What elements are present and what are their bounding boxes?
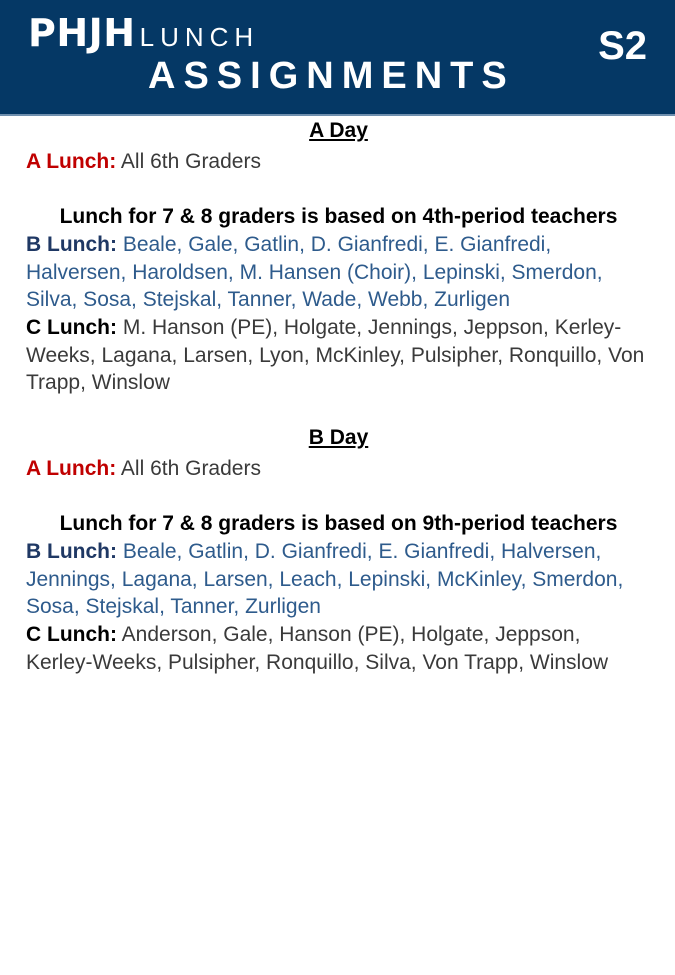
c-lunch-names-value: Anderson, Gale, Hanson (PE), Holgate, Jeppson, Kerley-Weeks, Pulsipher, Ronquillo, Silva, Von Trapp, Winslow <box>26 623 609 674</box>
spacer <box>26 176 651 204</box>
lunch-rule-heading-a-day: Lunch for 7 & 8 graders is based on 4th-period teachers <box>59 204 618 228</box>
section-spacer <box>26 397 651 423</box>
b-lunch-label: B Lunch: <box>26 540 117 563</box>
header-lunch-word: LUNCH <box>139 22 260 52</box>
b-lunch-label: B Lunch: <box>26 232 117 256</box>
lunch-assignments-content <box>0 118 675 677</box>
header-banner <box>0 0 675 116</box>
lunch-rule-heading-b-day: Lunch for 7 & 8 graders is based on 9th-period teachers <box>59 512 618 536</box>
c-lunch-label: C Lunch: <box>26 623 117 647</box>
spacer <box>26 483 651 511</box>
a-lunch-names-value: All 6th Graders <box>120 150 261 174</box>
semester-badge: S2 <box>598 24 647 68</box>
a-lunch-names-value: All 6th Graders <box>120 457 261 481</box>
b-lunch-names-value: Beale, Gale, Gatlin, D. Gianfredi, E. Gianfredi, Halversen, Haroldsen, M. Hansen (Choir), Lepinski, Smerdon, Silva, Sosa, Stejskal, Tanner, Wade, Webb, Zurligen <box>26 232 603 312</box>
a-lunch-row-b-day <box>26 455 651 483</box>
a-lunch-label: A Lunch: <box>26 457 117 481</box>
b-lunch-row-a-day <box>26 231 651 314</box>
school-brand-name: PHJH <box>28 11 136 55</box>
b-lunch-names-value: Beale, Gatlin, D. Gianfredi, E. Gianfredi, Halversen, Jennings, Lagana, Larsen, Leach, Lepinski, McKinley, Smerdon, Sosa, Stejskal, Tanner, Zurligen <box>26 540 624 619</box>
day-section-b <box>26 425 651 676</box>
a-lunch-row-a-day <box>26 148 651 176</box>
c-lunch-row-a-day <box>26 314 651 397</box>
c-lunch-label: C Lunch: <box>26 316 117 339</box>
header-title-line-1 <box>28 11 260 55</box>
c-lunch-row-b-day <box>26 621 651 676</box>
a-lunch-label: A Lunch: <box>26 150 117 174</box>
b-lunch-row-b-day <box>26 538 651 621</box>
day-section-a <box>26 118 651 397</box>
c-lunch-names-value: M. Hanson (PE), Holgate, Jennings, Jeppson, Kerley-Weeks, Lagana, Larsen, Lyon, McKinley, Pulsipher, Ronquillo, Von Trapp, Winslow <box>26 316 645 395</box>
header-title-line-2: ASSIGNMENTS <box>148 55 515 97</box>
day-heading-a: A Day <box>309 119 368 142</box>
day-heading-b: B Day <box>308 426 369 450</box>
